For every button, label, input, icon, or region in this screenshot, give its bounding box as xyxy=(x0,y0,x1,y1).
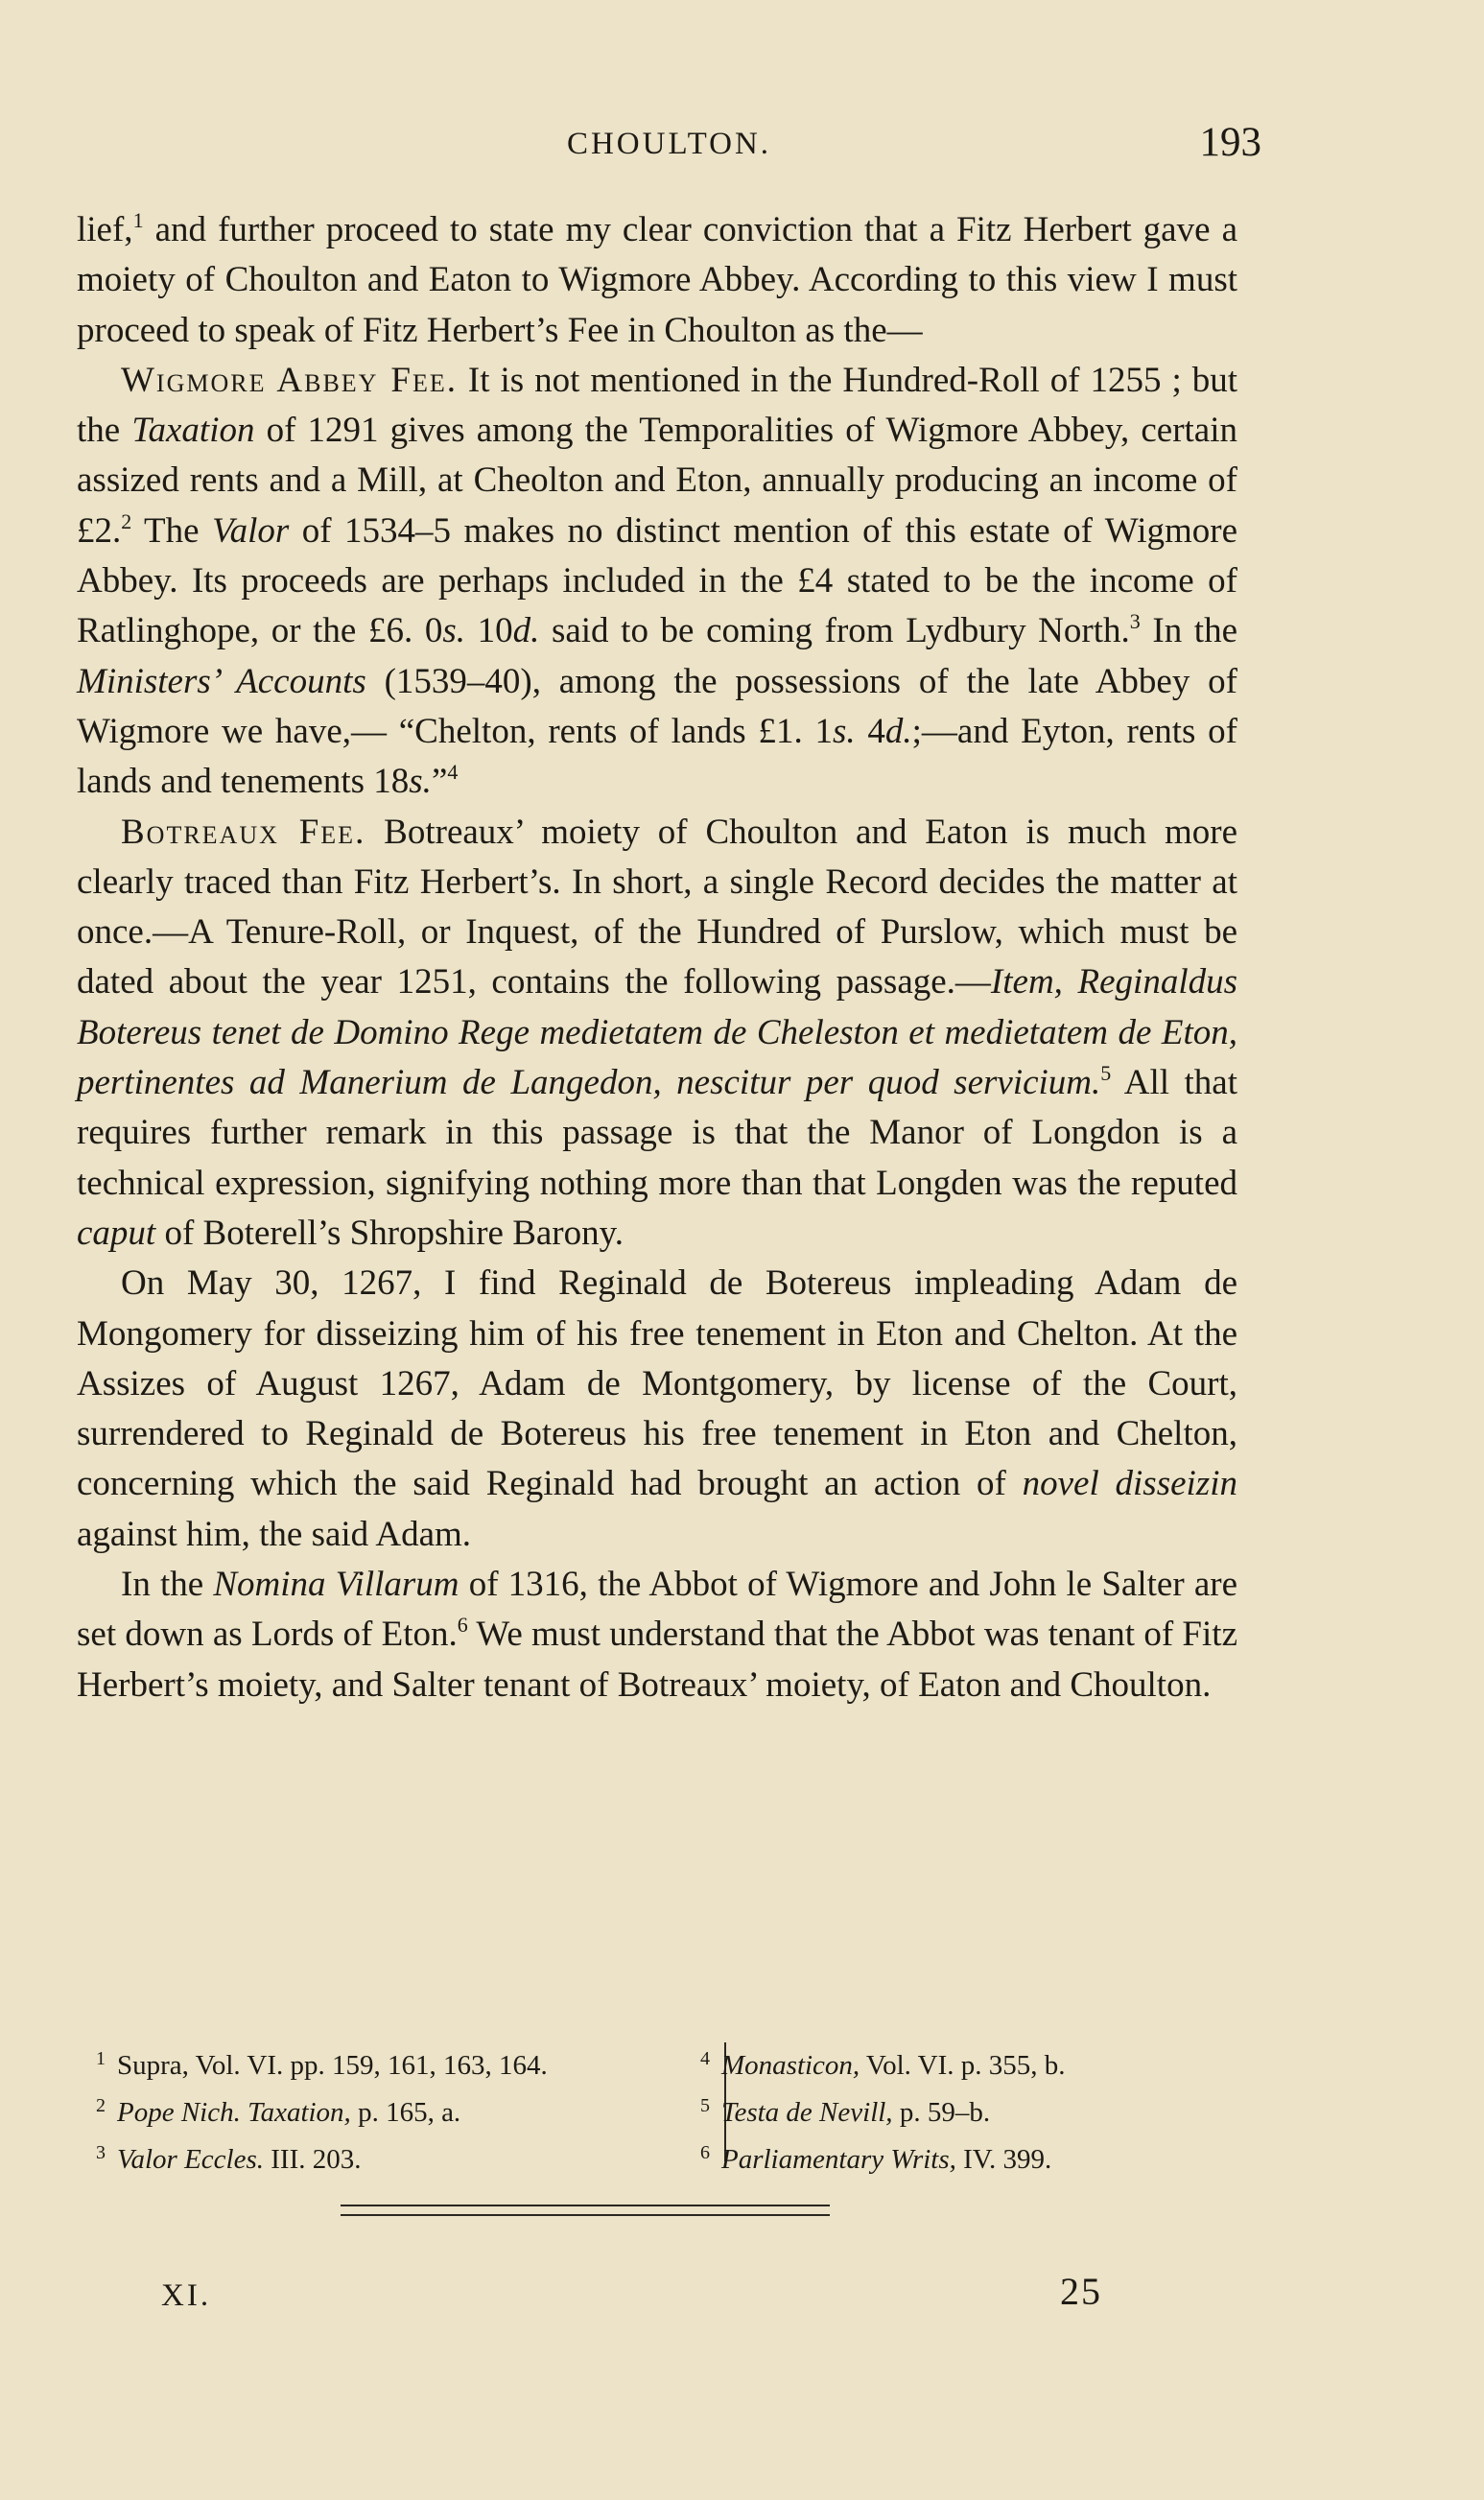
running-head xyxy=(77,119,1261,167)
footnote-ref: 6 xyxy=(457,1613,468,1638)
footnote-3: $^3$ Valor Eccles. III. 203. xyxy=(96,2142,362,2175)
footnote-2: $^2$ Pope Nich. Taxation, p. 165, a. xyxy=(96,2095,461,2128)
signature-mark: XI. xyxy=(161,2278,212,2313)
paragraph-1: lief,$^1$ and further proceed to state my clear conviction that a Fitz Herbert gave a moiety of Choulton and Eaton to Wigmore Abbey. According to this view I must proceed to speak of Fitz Herbert’s Fee in Choulton as the— xyxy=(77,208,1237,350)
footer-rule-lower xyxy=(341,2214,830,2216)
footnote-ref: 2 xyxy=(121,508,132,533)
footnote-ref: 5 xyxy=(1100,1061,1112,1086)
footnote-1: $^1$ Supra, Vol. VI. pp. 159, 161, 163, 164. xyxy=(96,2048,548,2081)
paragraph-5: In the Nomina Villarum of 1316, the Abbot of Wigmore and John le Salter are set down as Lords of Eton.$^6$ We must understand that the Abbot was tenant of Fitz Herbert’s moiety, and Salter tenant of Botreaux’ moiety, of Eaton and Choulton. xyxy=(77,1565,1237,1705)
footnotes-right-column xyxy=(700,2039,1237,2180)
page-number: 193 xyxy=(1199,120,1261,165)
footnote-6: $^6$ Parliamentary Writs, IV. 399. xyxy=(700,2142,1052,2175)
footnote-ref: 1 xyxy=(132,208,144,232)
footnotes xyxy=(77,2039,1237,2175)
footnote-ref: 4 xyxy=(447,760,459,785)
footnote-4: $^4$ Monasticon, Vol. VI. p. 355, b. xyxy=(700,2048,1066,2081)
footnote-ref: 3 xyxy=(1129,609,1141,634)
footer-rule-upper xyxy=(341,2205,830,2206)
footnotes-left-column xyxy=(96,2039,710,2180)
running-title: CHOULTON. xyxy=(566,127,772,161)
sheet-number: 25 xyxy=(1060,2270,1102,2313)
section-heading-wigmore: Wigmore Abbey Fee. xyxy=(121,360,458,400)
body-text xyxy=(77,205,1237,1710)
paragraph-3: Botreaux Fee. Botreaux’ moiety of Choulton and Eaton is much more clearly traced than Fitz Herbert’s. In short, a single Record decides the matter at once.—A Tenure-Roll, or Inquest, of the Hundred of Purslow, which must be dated about the year 1251, contains the following passage.—Item, Reginaldus Botereus tenet de Domino Rege medietatem de Cheleston et medietatem de Eton, pertinentes ad Manerium de Langedon, nescitur per quod servicium.$^5$ All that requires further remark in this passage is that the Manor of Longdon is a technical expression, signifying nothing more than that Longden was the reputed caput of Boterell’s Shropshire Barony. xyxy=(77,812,1238,1253)
footnote-5: $^5$ Testa de Nevill, p. 59–b. xyxy=(700,2095,991,2128)
paragraph-4: On May 30, 1267, I find Reginald de Botereus impleading Adam de Mongomery for disseizing him of his free tenement in Eton and Chelton. At the Assizes of August 1267, Adam de Montgomery, by license of the Court, surrendered to Reginald de Botereus his free tenement in Eton and Chelton, concerning which the said Reginald had brought an action of novel disseizin against him, the said Adam. xyxy=(77,1263,1237,1554)
section-heading-botreaux: Botreaux Fee. xyxy=(121,812,366,852)
paragraph-2: Wigmore Abbey Fee. It is not mentioned in the Hundred-Roll of 1255 ; but the Taxation of 1291 gives among the Temporalities of Wigmore Abbey, certain assized rents and a Mill, at Cheolton and Eton, annually producing an income of £2.$^2$ The Valor of 1534–5 makes no distinct mention of this estate of Wigmore Abbey. Its proceeds are perhaps included in the £4 stated to be the income of Ratlinghope, or the £6. 0s. 10d. said to be coming from Lydbury North.$^3$ In the Ministers’ Accounts (1539–40), among the possessions of the late Abbey of Wigmore we have,— “Chelton, rents of lands £1. 1s. 4d.;—and Eyton, rents of lands and tenements 18s.”$^4$ xyxy=(77,360,1238,802)
